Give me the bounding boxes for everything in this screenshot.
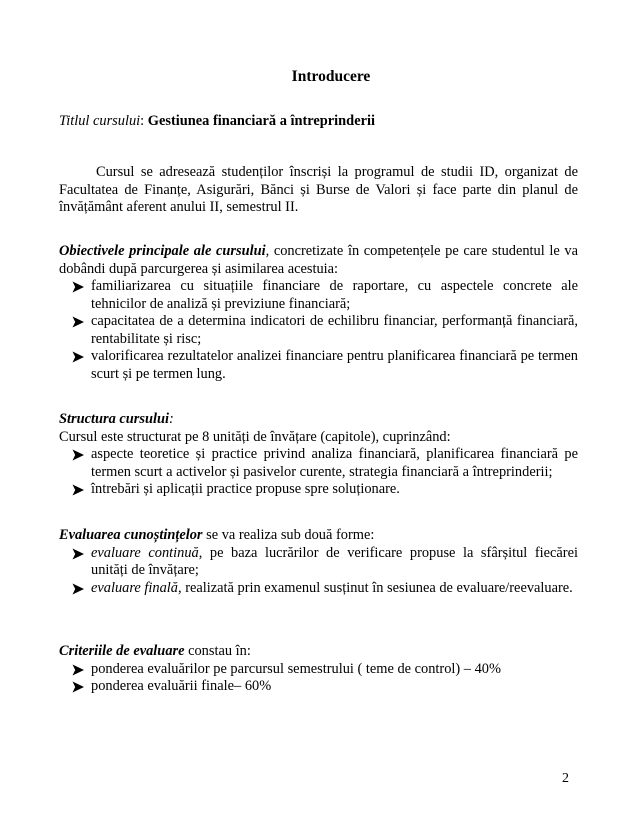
criteria-item-text: ponderea evaluării finale– 60% bbox=[91, 678, 272, 694]
intro-section bbox=[59, 164, 578, 217]
arrowhead-bullet-icon bbox=[72, 580, 88, 597]
structure-heading-colon: : bbox=[168, 411, 174, 427]
intro-paragraph: Cursul se adresează studenților înscriși la programul de studii ID, organizat de Facultatea de Finanțe, Asigurări, Bănci și Burse de Valori și face parte din planul de învățământ aferent anului II, semestrul II. bbox=[59, 164, 578, 215]
objectives-section bbox=[59, 243, 578, 383]
evaluation-term: evaluare continuă bbox=[91, 544, 199, 561]
objectives-intro bbox=[59, 243, 578, 278]
evaluation-term: evaluare finală bbox=[91, 579, 178, 596]
list-item bbox=[59, 661, 578, 679]
course-title-value: Gestiunea financiară a întreprinderii bbox=[147, 113, 375, 129]
objective-text: familiarizarea cu situațiile financiare de raportare, cu aspectele concrete ale tehnicilor de analiză și previziune financiară; bbox=[91, 278, 578, 312]
criteria-list bbox=[59, 661, 578, 696]
structure-item-text: întrebări și aplicații practice propuse spre soluționare. bbox=[91, 481, 400, 497]
evaluation-text: , realizată prin examenul susținut în sesiunea de evaluare/reevaluare. bbox=[178, 579, 573, 596]
structure-lead: Cursul este structurat pe 8 unități de învățare (capitole), cuprinzând: bbox=[59, 428, 451, 445]
evaluation-text: , pe baza lucrărilor de verificare propuse la sfârșitul fiecărei unități de învățare; bbox=[91, 544, 578, 578]
list-item bbox=[59, 545, 578, 580]
arrowhead-bullet-icon bbox=[72, 313, 88, 330]
arrowhead-bullet-icon bbox=[72, 678, 88, 695]
arrowhead-bullet-icon bbox=[72, 446, 88, 463]
list-item bbox=[59, 580, 578, 598]
arrowhead-bullet-icon bbox=[72, 661, 88, 678]
criteria-item-text: ponderea evaluărilor pe parcursul semestrului ( teme de control) – 40% bbox=[91, 660, 501, 677]
criteria-lead: constau în: bbox=[184, 643, 251, 659]
criteria-heading: Criteriile de evaluare bbox=[59, 643, 185, 659]
structure-item-text: aspecte teoretice și practice privind analiza financiară, planificarea financiară pe termen scurt a activelor și pasivelor curente, strategia financiară a întreprinderii; bbox=[91, 446, 578, 480]
page-title: Introducere bbox=[291, 68, 371, 85]
course-title-label: Titlul cursului bbox=[59, 113, 141, 129]
evaluation-list bbox=[59, 545, 578, 598]
criteria-section bbox=[59, 643, 578, 696]
structure-heading-line bbox=[59, 411, 578, 429]
evaluation-intro bbox=[59, 527, 578, 545]
objectives-lead: , concretizate în competențele pe care studentul le va dobândi după parcurgerea și asimilarea acestuia: bbox=[59, 243, 578, 277]
list-item bbox=[59, 313, 578, 348]
arrowhead-bullet-icon bbox=[72, 481, 88, 498]
arrowhead-bullet-icon bbox=[72, 545, 88, 562]
list-item bbox=[59, 481, 578, 499]
list-item bbox=[59, 446, 578, 481]
arrowhead-bullet-icon bbox=[72, 278, 88, 295]
objectives-heading: Obiectivele principale ale cursului bbox=[59, 243, 266, 259]
structure-section bbox=[59, 411, 578, 499]
structure-list bbox=[59, 446, 578, 499]
structure-heading: Structura cursului bbox=[59, 411, 169, 427]
list-item bbox=[59, 348, 578, 383]
course-title-line bbox=[59, 113, 578, 131]
evaluation-heading: Evaluarea cunoștințelor bbox=[59, 527, 203, 543]
evaluation-section bbox=[59, 527, 578, 597]
arrowhead-bullet-icon bbox=[72, 348, 88, 365]
list-item bbox=[59, 678, 578, 696]
page-number: 2 bbox=[562, 771, 569, 786]
course-title-colon: : bbox=[140, 113, 145, 129]
objective-text: capacitatea de a determina indicatori de echilibru financiar, performanță financiară, rentabilitate și risc; bbox=[91, 313, 578, 347]
objective-text: valorificarea rezultatelor analizei financiare pentru planificarea financiară pe termen scurt și pe termen lung. bbox=[91, 348, 578, 382]
criteria-intro bbox=[59, 643, 578, 661]
evaluation-lead: se va realiza sub două forme: bbox=[202, 527, 375, 543]
list-item bbox=[59, 278, 578, 313]
objectives-list bbox=[59, 278, 578, 383]
